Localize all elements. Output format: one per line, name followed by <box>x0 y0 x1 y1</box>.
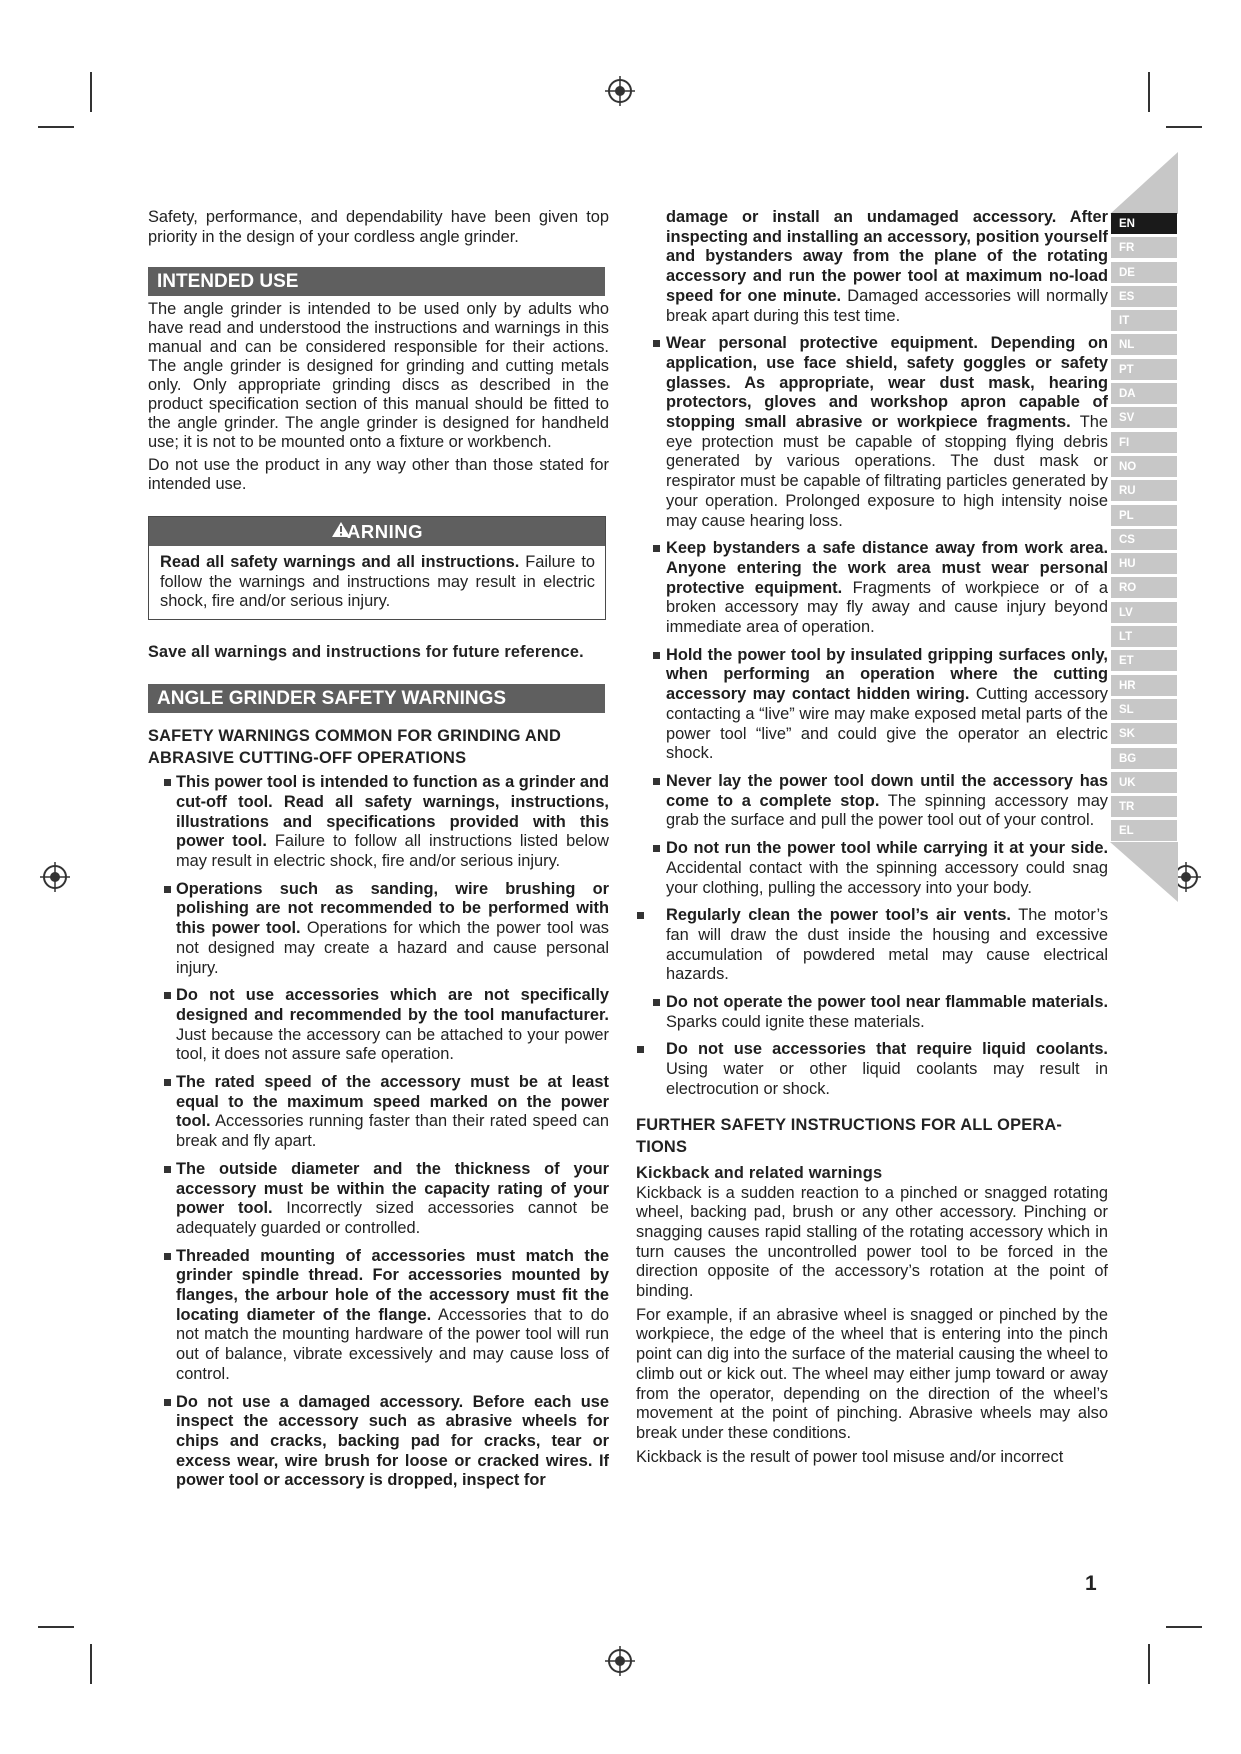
language-tab-ro[interactable]: RO <box>1111 577 1177 598</box>
warning-list-item: Do not operate the power tool near flammable materials. Sparks could ignite these materials. <box>636 993 1108 1032</box>
kickback-text-2: For example, if an abrasive wheel is snagged or pinched by the workpiece, the edge of the wheel that is entering into the pinch point can dig into the surface of the material causing the wheel to climb out or kick out. The wheel may either jump toward or away from the operator, depending on the direction of the wheel’s movement at the point of pinching. Abrasive wheels may also break under these conditions. <box>636 1305 1108 1442</box>
crop-mark <box>1148 1644 1150 1684</box>
warning-title-text: ARNING <box>347 521 423 543</box>
save-note: Save all warnings and instructions for future reference. <box>148 643 584 662</box>
warning-list-item: Do not use accessories which are not specifically designed and recommended by the tool manufacturer. Just because the accessory can be attached to your power tool, it does not assure safe operation. <box>148 986 609 1065</box>
language-tab-lv[interactable]: LV <box>1111 602 1177 623</box>
intended-use-text: The angle grinder is intended to be used only by adults who have read and understood the instructions and warnings in this manual and can be considered responsible for their actions. The angle grinder is designed for grinding and cutting metals only. Only appropriate grinding discs as described in the product specification section of this manual should be fitted to the angle grinder. The angle grinder is designed for handheld use; it is not to be mounted onto a fixture or workbench. <box>148 300 609 451</box>
bullet-square-icon <box>637 912 644 919</box>
section-title-safety-warnings: ANGLE GRINDER SAFETY WARNINGS <box>148 684 605 713</box>
bullet-square-icon <box>653 545 660 552</box>
language-tab-pt[interactable]: PT <box>1111 359 1177 380</box>
safety-subhead: SAFETY WARNINGS COMMON FOR GRINDING AND ABRASIVE CUTTING-OFF OPERATIONS <box>148 727 562 768</box>
bullet-square-icon <box>653 778 660 785</box>
language-tab-it[interactable]: IT <box>1111 310 1177 331</box>
warning-list-item: Do not use accessories that require liquid coolants. Using water or other liquid coolants may result in electrocution or shock. <box>636 1040 1108 1099</box>
bullet-square-icon <box>653 652 660 659</box>
warning-list-item: Regularly clean the power tool’s air vents. The motor’s fan will draw the dust inside the housing and excessive accumulation of powdered metal may cause electrical hazards. <box>636 906 1108 985</box>
warning-body <box>149 546 605 619</box>
crop-mark <box>1148 72 1150 112</box>
registration-mark-icon <box>605 76 635 106</box>
warning-list-item: The outside diameter and the thickness of your accessory must be within the capacity rating of your power tool. Incorrectly sized accessories cannot be adequately guarded or controlled. <box>148 1160 609 1239</box>
language-tab-nl[interactable]: NL <box>1111 334 1177 355</box>
bullet-square-icon <box>637 1046 644 1053</box>
warning-list-item: Threaded mounting of accessories must match the grinder spindle thread. For accessories mounted by flanges, the arbour hole of the accessory must fit the locating diameter of the flange. Accessories that to do not match the mounting hardware of the power tool will run out of balance, vibrate excessively and may cause loss of control. <box>148 1247 609 1385</box>
registration-mark-icon <box>605 1646 635 1676</box>
language-tab-hu[interactable]: HU <box>1111 553 1177 574</box>
registration-mark-icon <box>40 862 70 892</box>
language-tab-en[interactable]: EN <box>1111 213 1177 234</box>
intro-text: Safety, performance, and dependability have been given top priority in the design of your cordless angle grinder. <box>148 208 609 246</box>
language-tab-no[interactable]: NO <box>1111 456 1177 477</box>
language-tab-et[interactable]: ET <box>1111 650 1177 671</box>
bullet-square-icon <box>653 340 660 347</box>
language-tab-de[interactable]: DE <box>1111 262 1177 283</box>
further-safety-heading: FURTHER SAFETY INSTRUCTIONS FOR ALL OPERA-TIONS <box>636 1115 1063 1156</box>
language-tab-el[interactable]: EL <box>1111 820 1177 841</box>
warning-list-item: Hold the power tool by insulated gripping surfaces only, when performing an operation where the cutting accessory may contact hidden wiring. Cutting accessory contacting a “live” wire may make exposed metal parts of the power tool “live” and could give the operator an electric shock. <box>636 646 1108 764</box>
left-column <box>148 208 609 1491</box>
language-tab-fi[interactable]: FI <box>1111 432 1177 453</box>
intended-use-text-2: Do not use the product in any way other than those stated for intended use. <box>148 455 609 494</box>
kickback-heading: Kickback and related warnings <box>636 1163 883 1182</box>
language-tab-decoration <box>1110 152 1178 219</box>
language-tab-uk[interactable]: UK <box>1111 772 1177 793</box>
bullet-square-icon <box>164 1253 171 1260</box>
warning-bold: Read all safety warnings and all instructions. <box>160 553 520 572</box>
crop-mark <box>1166 126 1202 128</box>
warning-list-item: Do not run the power tool while carrying it at your side. Accidental contact with the spinning accessory could snag your clothing, pulling the accessory into your body. <box>636 839 1108 898</box>
warning-list-item: Never lay the power tool down until the accessory has come to a complete stop. The spinning accessory may grab the surface and pull the power tool out of your control. <box>636 772 1108 831</box>
bullet-square-icon <box>164 1399 171 1406</box>
language-tab-lt[interactable]: LT <box>1111 626 1177 647</box>
crop-mark <box>1166 1626 1202 1628</box>
language-tab-fr[interactable]: FR <box>1111 237 1177 258</box>
section-title-intended-use: INTENDED USE <box>148 267 605 296</box>
language-tab-sl[interactable]: SL <box>1111 699 1177 720</box>
right-column <box>636 208 1108 1467</box>
bullet-square-icon <box>164 1079 171 1086</box>
bullet-square-icon <box>653 999 660 1006</box>
bullet-square-icon <box>164 886 171 893</box>
warning-list-item: This power tool is intended to function as a grinder and cut-off tool. Read all safety warnings, instructions, illustrations and specifications provided with this power tool. Failure to follow all instructions listed below may result in electric shock, fire and/or serious injury. <box>148 773 609 872</box>
page-number: 1 <box>1085 1572 1097 1595</box>
crop-mark <box>38 1626 74 1628</box>
language-tab-decoration <box>1110 842 1178 907</box>
crop-mark <box>90 1644 92 1684</box>
language-tab-sk[interactable]: SK <box>1111 723 1177 744</box>
language-tabs <box>1111 213 1177 845</box>
language-tab-da[interactable]: DA <box>1111 383 1177 404</box>
crop-mark <box>90 72 92 112</box>
language-tab-tr[interactable]: TR <box>1111 796 1177 817</box>
warning-text: Failure to follow the warnings and instructions may result in electric shock, fire and/or serious injury. <box>160 553 595 611</box>
warning-list-item: The rated speed of the accessory must be at least equal to the maximum speed marked on the power tool. Accessories running faster than their rated speed can break and fly apart. <box>148 1073 609 1152</box>
bullet-square-icon <box>164 779 171 786</box>
warning-title <box>149 517 605 546</box>
warning-list-item: Operations such as sanding, wire brushing or polishing are not recommended to be performed with this power tool. Operations for which the power tool was not designed may create a hazard and cause personal injury. <box>148 880 609 979</box>
continued-text: damage or install an undamaged accessory. After inspecting and installing an accessory, position yourself and bystanders away from the plane of the rotating accessory and run the power tool at maximum no-load speed for one minute. Damaged accessories will normally break apart during this test time. <box>666 208 1108 325</box>
warning-box <box>148 516 606 620</box>
kickback-text-1: Kickback is a sudden reaction to a pinched or snagged rotating wheel, backing pad, brush or any other accessory. Pinching or snagging causes rapid stalling of the rotating accessory which in turn causes the uncontrolled power tool to be forced in the direction opposite of the accessory’s rotation at the point of binding. <box>636 1183 1108 1301</box>
kickback-text-3: Kickback is the result of power tool misuse and/or incorrect <box>636 1447 1064 1466</box>
language-tab-pl[interactable]: PL <box>1111 505 1177 526</box>
language-tab-bg[interactable]: BG <box>1111 748 1177 769</box>
bullet-square-icon <box>164 992 171 999</box>
language-tab-cs[interactable]: CS <box>1111 529 1177 550</box>
crop-mark <box>38 126 74 128</box>
warning-list-item: Keep bystanders a safe distance away from work area. Anyone entering the work area must wear personal protective equipment. Fragments of workpiece or of a broken accessory may fly away and cause injury beyond immediate area of operation. <box>636 539 1108 638</box>
bullet-square-icon <box>653 845 660 852</box>
language-tab-sv[interactable]: SV <box>1111 407 1177 428</box>
warning-list-item: Wear personal protective equipment. Depending on application, use face shield, safety goggles or safety glasses. As appropriate, wear dust mask, hearing protectors, gloves and workshop apron capable of stopping small abrasive or workpiece fragments. The eye protection must be capable of stopping flying debris generated by various operations. The dust mask or respirator must be capable of filtrating particles generated by your operation. Prolonged exposure to high intensity noise may cause hearing loss. <box>636 334 1108 531</box>
language-tab-es[interactable]: ES <box>1111 286 1177 307</box>
bullet-square-icon <box>164 1166 171 1173</box>
language-tab-hr[interactable]: HR <box>1111 675 1177 696</box>
language-tab-ru[interactable]: RU <box>1111 480 1177 501</box>
warning-list-item: Do not use a damaged accessory. Before each use inspect the accessory such as abrasive wheels for chips and cracks, backing pad for cracks, tear or excess wear, wire brush for loose or cracked wires. If power tool or accessory is dropped, inspect for <box>148 1393 609 1492</box>
